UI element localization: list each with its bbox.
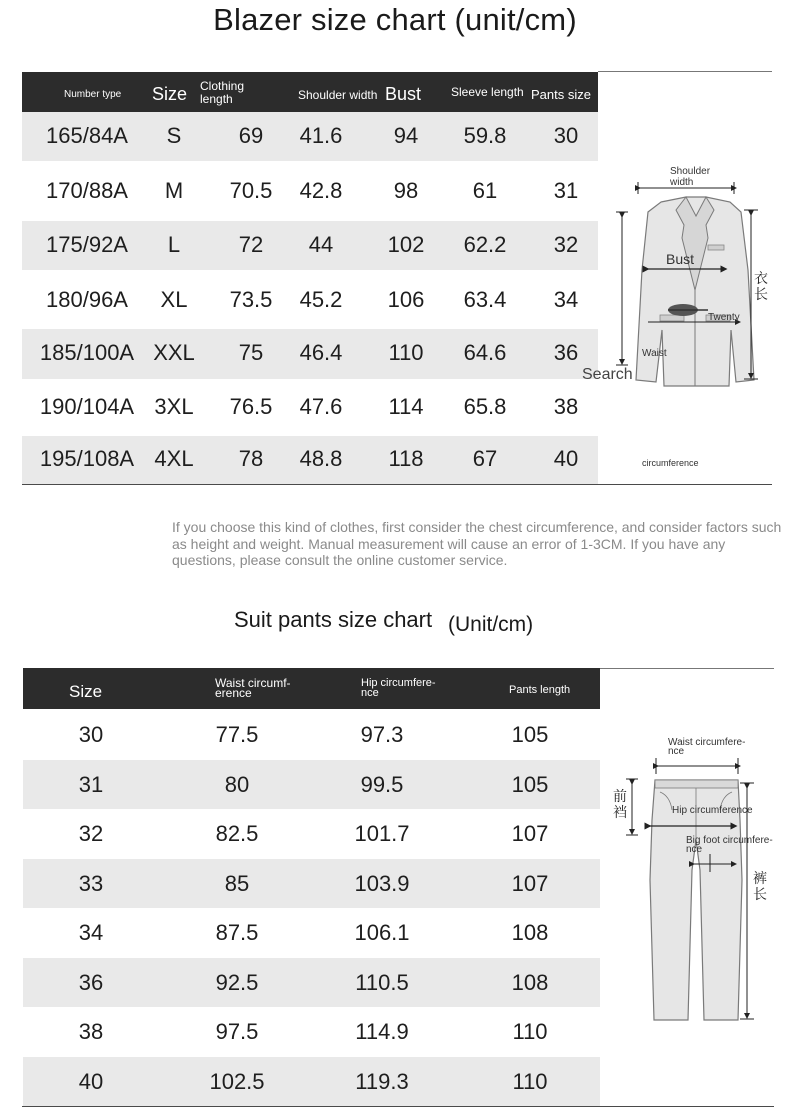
cell-number-type: 175/92A	[46, 232, 128, 257]
header-sleeve-length: Sleeve length	[451, 85, 524, 99]
table-row	[23, 710, 600, 759]
cell-sleeve-length: 67	[472, 446, 498, 471]
blazer-table-bottom-rule	[22, 484, 772, 485]
pants-table-bottom-rule	[22, 1106, 774, 1107]
cell-hip: 110.5	[355, 969, 409, 995]
cell-size: XXL	[153, 340, 195, 365]
cell-waist: 80	[224, 771, 250, 797]
cell-pants-size: 30	[553, 123, 579, 148]
cell-clothing-length: 70.5	[229, 178, 273, 203]
cell-sleeve-length: 62.2	[463, 232, 507, 257]
table-row	[23, 1007, 600, 1056]
cell-waist: 102.5	[209, 1068, 265, 1094]
cell-shoulder-width: 46.4	[299, 340, 343, 365]
cell-size: 31	[78, 771, 104, 797]
diagram-length-label: 衣长	[754, 270, 768, 302]
pants-diagram	[600, 730, 790, 1030]
cell-size: M	[164, 178, 184, 203]
table-row	[23, 1057, 600, 1106]
blazer-table-header	[22, 72, 598, 112]
table-row	[23, 809, 600, 858]
cell-hip: 103.9	[354, 870, 410, 896]
cell-bust: 98	[393, 178, 419, 203]
table-row	[22, 275, 598, 327]
cell-size: 3XL	[154, 394, 194, 419]
cell-hip: 99.5	[360, 771, 404, 797]
table-row	[22, 329, 598, 379]
cell-bust: 118	[388, 446, 424, 471]
cell-pants-length: 110	[512, 1019, 548, 1044]
header-size: Size	[152, 84, 188, 104]
header-shoulder-width: Shoulder width	[298, 88, 378, 102]
cell-pants-size: 32	[553, 232, 579, 257]
table-row	[23, 859, 600, 908]
diagram-search-label: Search	[582, 366, 633, 383]
header-clothing-length: Clothing length	[200, 79, 245, 106]
cell-shoulder-width: 45.2	[299, 287, 343, 312]
cell-pants-length: 105	[511, 722, 549, 747]
diagram-circumference-label: circumference	[642, 458, 699, 468]
cell-size: 4XL	[154, 446, 194, 471]
header-pants-size: Size	[69, 682, 103, 701]
cell-size: 34	[78, 920, 104, 945]
diagram-shoulder-label: Shoulder width	[670, 166, 711, 188]
cell-bust: 114	[388, 394, 424, 419]
table-row	[23, 958, 600, 1007]
cell-clothing-length: 73.5	[229, 287, 273, 312]
header-number-type: Number type	[64, 89, 122, 100]
blazer-table-top-rule	[598, 71, 772, 72]
diagram-hip-label: Hip circumference	[672, 805, 753, 816]
pants-table-header	[23, 668, 600, 709]
cell-number-type: 170/88A	[46, 178, 128, 203]
cell-size: 33	[78, 870, 104, 896]
header-waist: Waist circumf- erence	[215, 676, 291, 700]
diagram-length-label: 裤长	[753, 870, 767, 902]
header-bust: Bust	[385, 84, 422, 104]
cell-waist: 87.5	[215, 920, 259, 945]
cell-waist: 85	[224, 870, 250, 896]
header-pants-size: Pants size	[531, 87, 591, 102]
cell-hip: 119.3	[355, 1068, 409, 1094]
cell-shoulder-width: 41.6	[299, 123, 343, 148]
cell-waist: 92.5	[215, 969, 259, 995]
cell-clothing-length: 75	[238, 340, 264, 365]
cell-pants-size: 40	[553, 446, 579, 471]
diagram-bust-label: Bust	[666, 251, 695, 267]
cell-pants-length: 107	[511, 870, 549, 896]
blazer-diagram	[582, 150, 778, 480]
pants-chart-unit: (Unit/cm)	[448, 613, 534, 636]
cell-pants-size: 34	[553, 287, 579, 312]
cell-size: 38	[78, 1019, 104, 1044]
cell-pants-length: 108	[511, 969, 549, 995]
cell-bust: 94	[393, 123, 419, 148]
diagram-twenty-label: Twenty	[708, 312, 740, 323]
cell-clothing-length: 76.5	[229, 394, 273, 419]
cell-pants-size: 38	[553, 394, 579, 419]
cell-clothing-length: 69	[238, 123, 264, 148]
cell-sleeve-length: 63.4	[463, 287, 507, 312]
diagram-waist-label: Waist	[642, 348, 667, 359]
cell-sleeve-length: 65.8	[463, 394, 507, 419]
cell-bust: 102	[387, 232, 425, 257]
cell-waist: 97.5	[215, 1019, 259, 1044]
cell-hip: 106.1	[354, 920, 410, 945]
cell-pants-length: 108	[511, 920, 549, 945]
header-hip: Hip circumfere- nce	[361, 677, 436, 699]
cell-bust: 106	[387, 287, 425, 312]
cell-clothing-length: 72	[238, 232, 264, 257]
pants-table-top-rule	[600, 668, 774, 669]
cell-bust: 110	[388, 340, 424, 365]
cell-sleeve-length: 61	[472, 178, 498, 203]
cell-sleeve-length: 59.8	[463, 123, 507, 148]
cell-pants-size: 36	[553, 340, 579, 365]
blazer-chart-title: Blazer size chart (unit/cm)	[213, 2, 577, 37]
cell-number-type: 180/96A	[46, 287, 128, 312]
cell-number-type: 165/84A	[46, 123, 128, 148]
cell-hip: 114.9	[355, 1019, 409, 1044]
cell-clothing-length: 78	[238, 446, 264, 471]
cell-pants-length: 107	[511, 821, 549, 846]
cell-size: 40	[78, 1068, 104, 1094]
cell-number-type: 185/100A	[39, 340, 135, 365]
diagram-waist-label: Waist circumfere- nce	[668, 737, 746, 757]
cell-size: S	[166, 123, 182, 148]
cell-shoulder-width: 42.8	[299, 178, 343, 203]
cell-shoulder-width: 47.6	[299, 394, 343, 419]
cell-pants-size: 31	[553, 178, 579, 203]
cell-hip: 101.7	[354, 821, 410, 846]
table-row	[23, 908, 600, 957]
cell-shoulder-width: 48.8	[299, 446, 343, 471]
cell-size: 30	[78, 722, 104, 747]
table-row	[22, 165, 598, 218]
cell-pants-length: 110	[512, 1068, 548, 1094]
cell-size: L	[167, 232, 181, 257]
table-row	[22, 383, 598, 433]
cell-pants-length: 105	[511, 771, 549, 797]
diagram-rise-label: 前裆	[613, 788, 627, 820]
table-row	[22, 436, 598, 484]
cell-size: XL	[160, 287, 188, 312]
cell-waist: 82.5	[215, 821, 259, 846]
sizing-note: If you choose this kind of clothes, first consider the chest circumference, and consider factors such as height and weight. Manual measurement will cause an error of 1-3CM. If you have any questions, please consult the online customer service.	[172, 519, 782, 568]
cell-size: 36	[78, 969, 104, 995]
cell-hip: 97.3	[360, 722, 404, 747]
pants-chart-title: Suit pants size chart	[234, 607, 433, 632]
diagram-foot-label: Big foot circumfere- nce	[686, 835, 773, 855]
cell-size: 32	[78, 821, 104, 846]
table-row	[22, 112, 598, 161]
cell-sleeve-length: 64.6	[463, 340, 507, 365]
cell-number-type: 195/108A	[39, 446, 135, 471]
header-pants-length: Pants length	[509, 684, 571, 696]
table-row	[22, 221, 598, 270]
cell-waist: 77.5	[215, 722, 259, 747]
cell-shoulder-width: 44	[308, 232, 334, 257]
table-row	[23, 760, 600, 809]
cell-number-type: 190/104A	[39, 394, 135, 419]
